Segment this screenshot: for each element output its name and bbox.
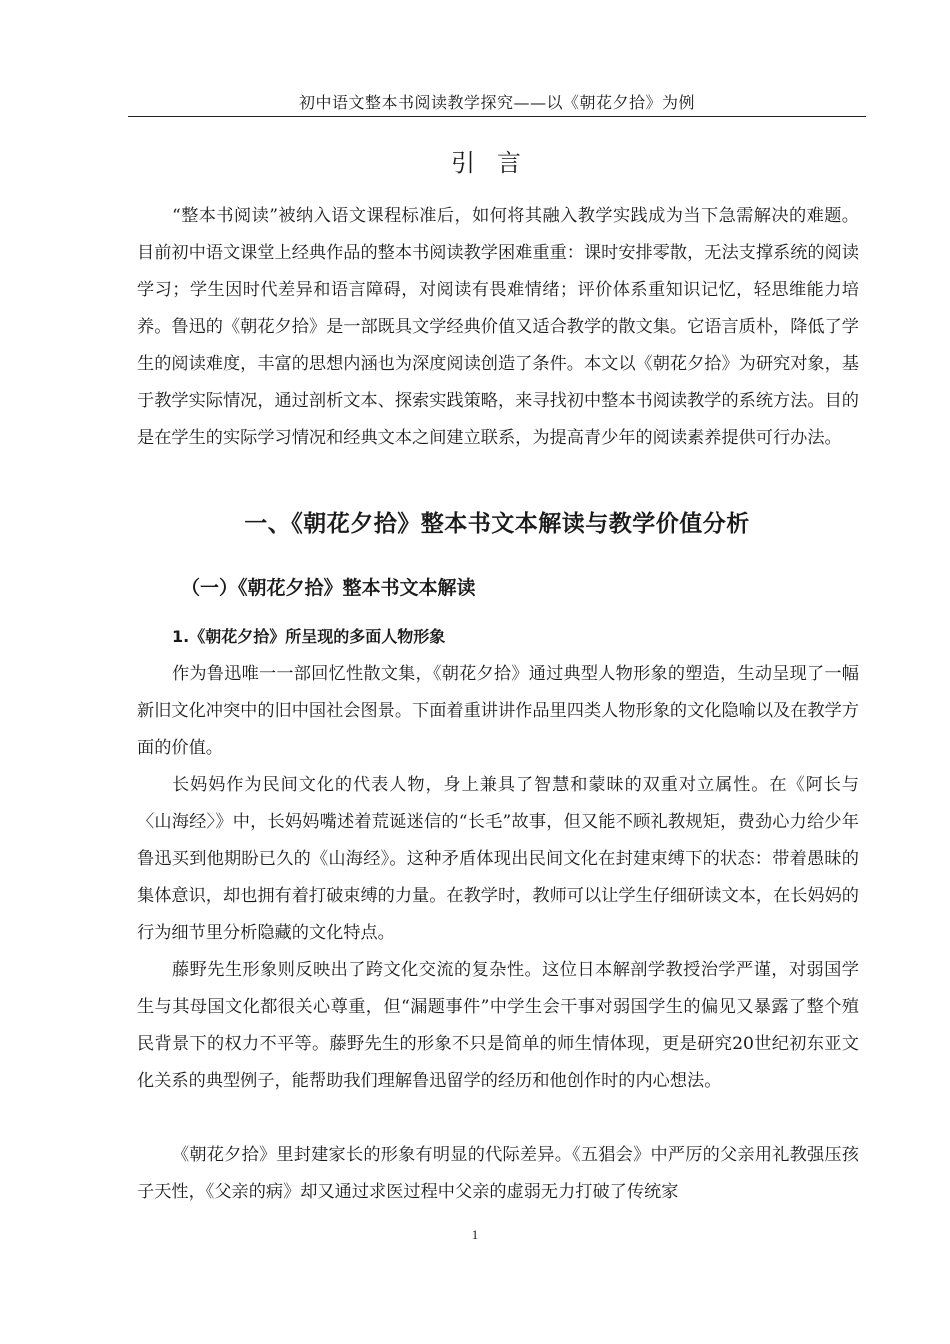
intro-title: 引言 (451, 149, 543, 177)
body-paragraph: 藤野先生形象则反映出了跨文化交流的复杂性。这位日本解剖学教授治学严谨，对弱国学生与其母国文化都很关心尊重，但“漏题事件”中学生会干事对弱国学生的偏见又暴露了整个殖民背景下的权力不平等。藤野先生的形象不只是简单的师生情体现，更是研究20世纪初东亚文化关系的典型例子，能帮助我们理解鲁迅留学的经历和他创作时的内心想法。 (137, 960, 859, 1091)
body-paragraph: 《朝花夕拾》里封建家长的形象有明显的代际差异。《五猖会》中严厉的父亲用礼教强压孩子天性，《父亲的病》却又通过求医过程中父亲的虚弱无力打破了传统家 (137, 1145, 859, 1202)
section-heading: 一、《朝花夕拾》整本书文本解读与教学价值分析 (244, 511, 750, 537)
item-heading: 1.《朝花夕拾》所呈现的多面人物形象 (172, 627, 446, 646)
body-paragraph: 长妈妈作为民间文化的代表人物，身上兼具了智慧和蒙昧的双重对立属性。在《阿长与〈山海经〉》中，长妈妈嘴述着荒诞迷信的“长毛”故事，但又能不顾礼教规矩，费劲心力给少年鲁迅买到他期盼已久的《山海经》。这种矛盾体现出民间文化在封建束缚下的状态：带着愚昧的集体意识，却也拥有着打破束缚的力量。在教学时，教师可以让学生仔细研读文本，在长妈妈的行为细节里分析隐藏的文化特点。 (137, 775, 859, 943)
running-header: 初中语文整本书阅读教学探究——以《朝花夕拾》为例 (298, 93, 695, 112)
header-divider (128, 116, 866, 117)
subsection-heading: （一）《朝花夕拾》整本书文本解读 (181, 577, 476, 599)
page-number: 1 (471, 1227, 479, 1242)
intro-paragraph: “整本书阅读”被纳入语文课程标准后，如何将其融入教学实践成为当下急需解决的难题。目前初中语文课堂上经典作品的整本书阅读教学困难重重：课时安排零散，无法支撑系统的阅读学习；学生因时代差异和语言障碍，对阅读有畏难情绪；评价体系重知识记忆，轻思维能力培养。鲁迅的《朝花夕拾》是一部既具文学经典价值又适合教学的散文集。它语言质朴，降低了学生的阅读难度，丰富的思想内涵也为深度阅读创造了条件。本文以《朝花夕拾》为研究对象，基于教学实际情况，通过剖析文本、探索实践策略，来寻找初中整本书阅读教学的系统方法。目的是在学生的实际学习情况和经典文本之间建立联系，为提高青少年的阅读素养提供可行办法。 (137, 206, 859, 448)
body-paragraph: 作为鲁迅唯一一部回忆性散文集，《朝花夕拾》通过典型人物形象的塑造，生动呈现了一幅新旧文化冲突中的旧中国社会图景。下面着重讲讲作品里四类人物形象的文化隐喻以及在教学方面的价值。 (137, 664, 859, 758)
